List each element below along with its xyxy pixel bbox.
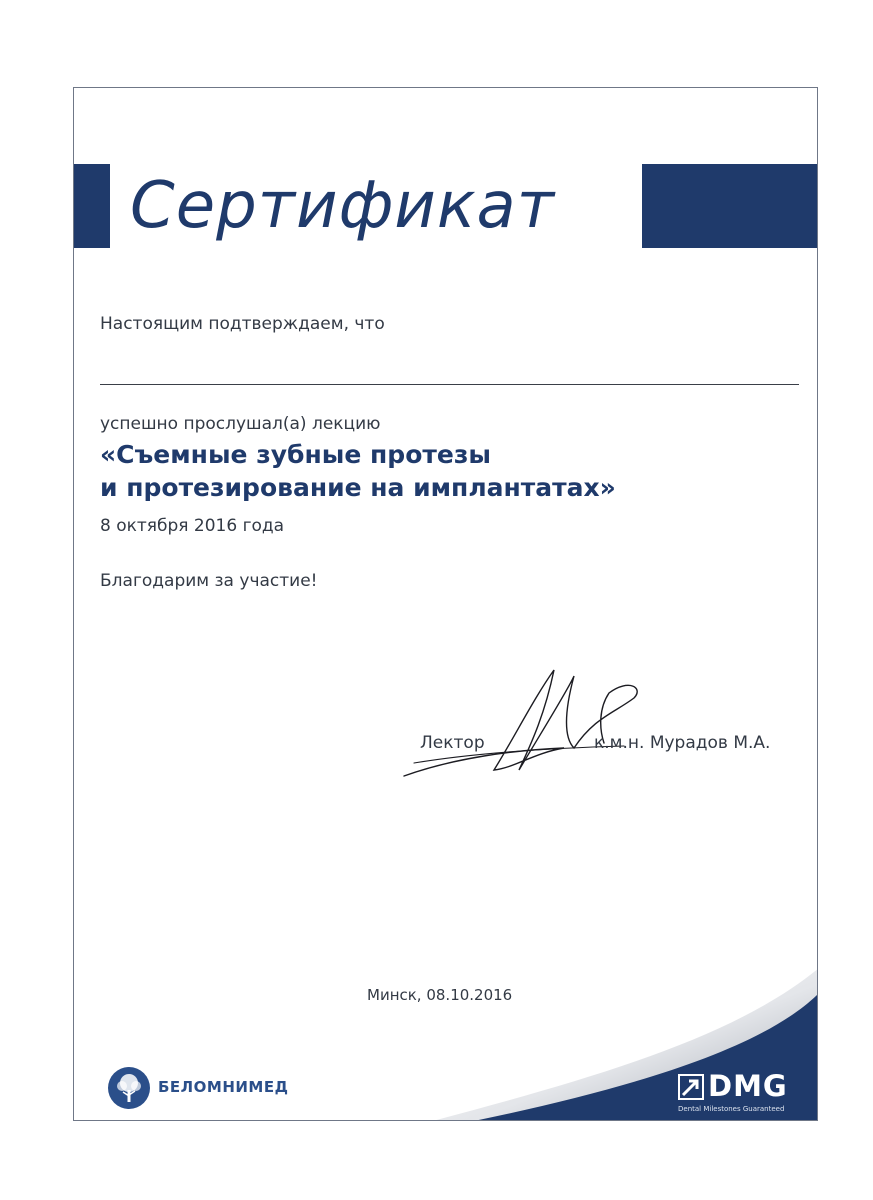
signature-mark (394, 658, 654, 788)
lector-role: Лектор (420, 733, 485, 753)
lecture-title (100, 438, 616, 504)
title-band-right (642, 164, 818, 248)
tree-logo-icon (107, 1066, 151, 1110)
thanks-text: Благодарим за участие! (100, 571, 318, 591)
lecture-title-line-1: «Съемные зубные протезы (100, 440, 491, 469)
lecture-title-line-2: и протезирование на имплантатах» (100, 473, 616, 502)
recipient-name-line (100, 384, 799, 385)
intro-text: Настоящим подтверждаем, что (100, 314, 385, 334)
city-and-date: Минск, 08.10.2016 (367, 986, 513, 1004)
lecture-date: 8 октября 2016 года (100, 516, 285, 536)
dmg-logo-icon (678, 1074, 704, 1100)
attended-text: успешно прослушал(а) лекцию (100, 414, 381, 434)
dmg-tagline: Dental Milestones Guaranteed (678, 1105, 785, 1113)
certificate-title: Сертификат (130, 169, 556, 243)
title-band-left (74, 164, 110, 248)
lector-name: к.м.н. Мурадов М.А. (594, 733, 771, 753)
belomnimed-logo-text: БЕЛОМНИМЕД (158, 1078, 289, 1096)
dmg-logo-text: DMG (708, 1069, 788, 1103)
certificate-frame (73, 87, 818, 1121)
